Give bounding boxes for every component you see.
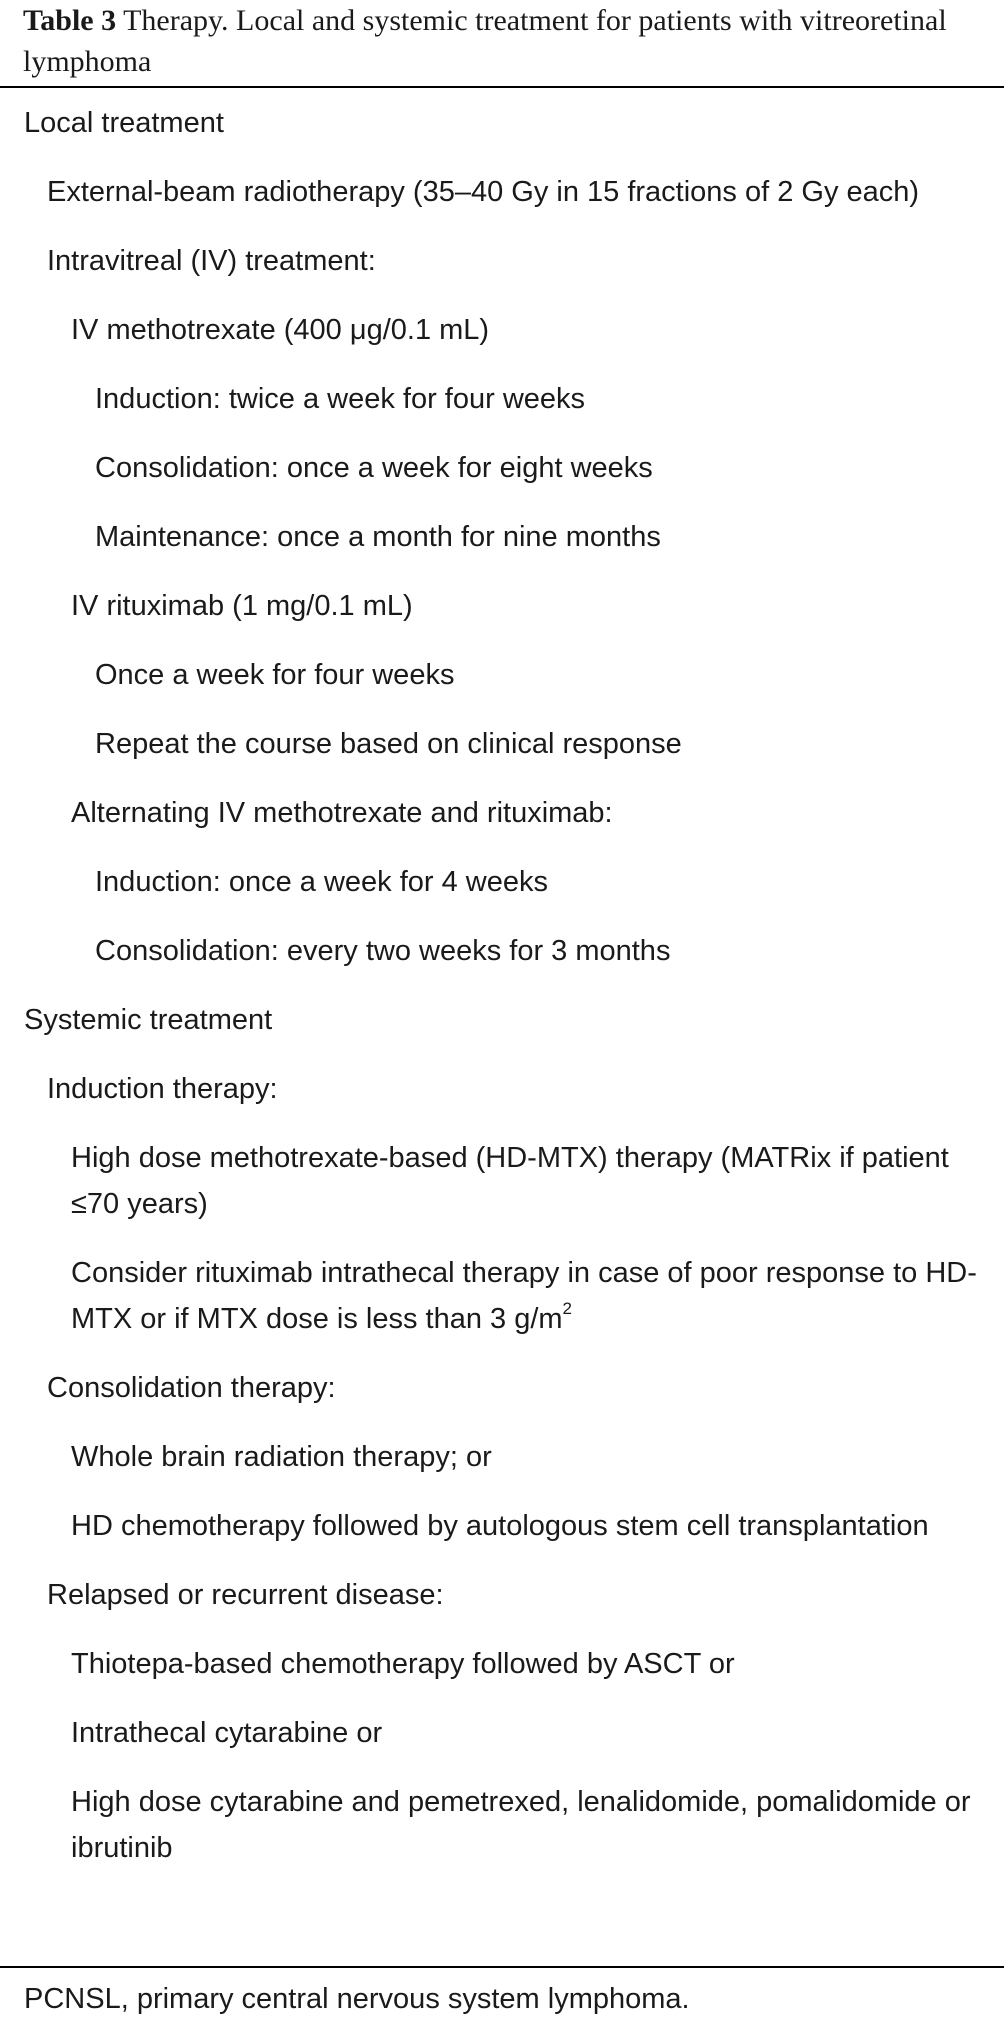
- table-row: Consolidation therapy:: [47, 1372, 336, 1404]
- table-row: Induction therapy:: [47, 1073, 278, 1105]
- table-row: Consider rituximab intrathecal therapy in case of poor response to HD-MTX or if MTX dose is less than 3 $g/m^2$: [71, 1257, 977, 1335]
- table-row: High dose methotrexate-based (HD-MTX) therapy (MATRix if patient ≤70 years): [71, 1142, 949, 1220]
- table-row: Intrathecal cytarabine or: [71, 1717, 383, 1749]
- table-row: Thiotepa-based chemotherapy followed by ASCT or: [71, 1648, 735, 1680]
- table-row: Repeat the course based on clinical response: [95, 728, 682, 760]
- table-row: HD chemotherapy followed by autologous stem cell transplantation: [71, 1510, 929, 1542]
- table-footnote: PCNSL, primary central nervous system lymphoma.: [24, 1983, 690, 2015]
- table-row: Alternating IV methotrexate and rituximab:: [71, 797, 613, 829]
- table-caption: [23, 0, 985, 82]
- table-title: Therapy. Local and systemic treatment for patients with vitreoretinal lymphoma: [23, 4, 947, 78]
- table-body: [0, 88, 1004, 1882]
- superscript: 2: [562, 1299, 573, 1318]
- table-row: Whole brain radiation therapy; or: [71, 1441, 492, 1473]
- table-row: Relapsed or recurrent disease:: [47, 1579, 444, 1611]
- table-row: Systemic treatment: [24, 1004, 273, 1036]
- table-row: IV methotrexate (400 μg/0.1 mL): [71, 314, 490, 346]
- table-row: High dose cytarabine and pemetrexed, lenalidomide, pomalidomide or ibrutinib: [71, 1786, 971, 1864]
- table-row: Induction: once a week for 4 weeks: [95, 866, 548, 898]
- bottom-rule: [0, 1966, 1004, 1968]
- table-label: Table 3: [23, 4, 117, 37]
- table-row: Induction: twice a week for four weeks: [95, 383, 586, 415]
- table-row: Consolidation: once a week for eight weeks: [95, 452, 653, 484]
- table-row: IV rituximab (1 mg/0.1 mL): [71, 590, 413, 622]
- table-row: Once a week for four weeks: [95, 659, 455, 691]
- table-row: Consolidation: every two weeks for 3 months: [95, 935, 671, 967]
- table-row: Maintenance: once a month for nine months: [95, 521, 661, 553]
- table-row: Local treatment: [24, 107, 224, 139]
- table-row: Intravitreal (IV) treatment:: [47, 245, 376, 277]
- table-row: External-beam radiotherapy (35–40 Gy in 15 fractions of 2 Gy each): [47, 176, 920, 208]
